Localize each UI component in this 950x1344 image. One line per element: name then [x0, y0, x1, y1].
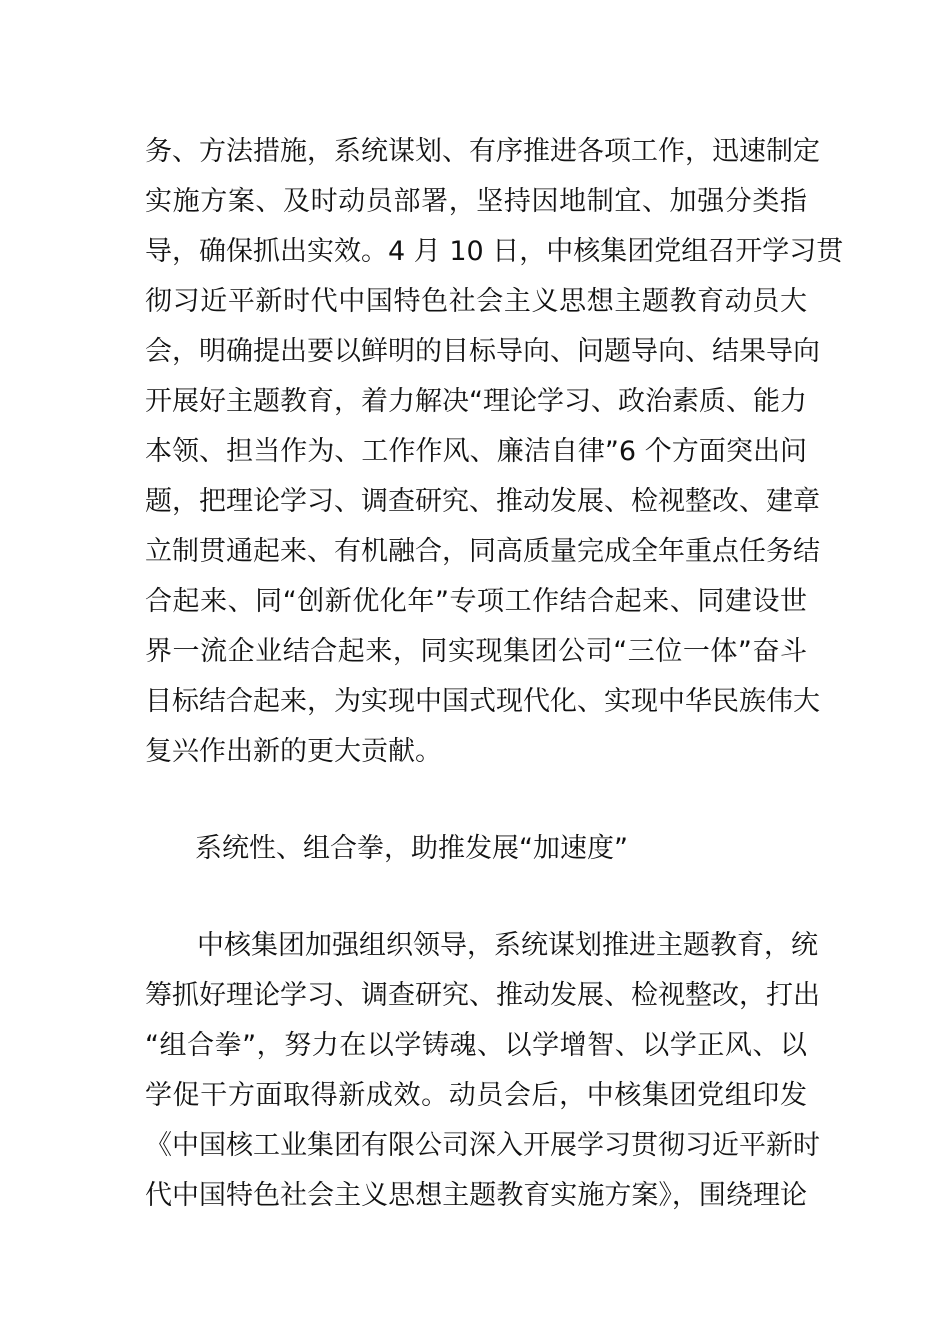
paragraph-line: 代中国特色社会主义思想主题教育实施方案》，围绕理论: [145, 1180, 807, 1211]
paragraph-line: 导，确保抓出实效。4 月 10 日，中核集团党组召开学习贯: [145, 236, 844, 267]
paragraph-line: 目标结合起来，为实现中国式现代化、实现中华民族伟大: [145, 686, 820, 717]
section-heading: 系统性、组合拳，助推发展“加速度”: [195, 833, 628, 864]
paragraph-line: 复兴作出新的更大贡献。: [145, 736, 442, 767]
paragraph-line: 学促干方面取得新成效。动员会后，中核集团党组印发: [145, 1080, 807, 1111]
paragraph-line: 彻习近平新时代中国特色社会主义思想主题教育动员大: [145, 286, 807, 317]
paragraph-line: 界一流企业结合起来，同实现集团公司“三位一体”奋斗: [145, 636, 807, 667]
paragraph-line: 实施方案、及时动员部署，坚持因地制宜、加强分类指: [145, 186, 807, 217]
paragraph-line: 《中国核工业集团有限公司深入开展学习贯彻习近平新时: [145, 1130, 820, 1161]
paragraph-line: 筹抓好理论学习、调查研究、推动发展、检视整改，打出: [145, 980, 820, 1011]
paragraph-line: 题，把理论学习、调查研究、推动发展、检视整改、建章: [145, 486, 820, 517]
paragraph-line: 会，明确提出要以鲜明的目标导向、问题导向、结果导向: [145, 336, 820, 367]
paragraph-line: 立制贯通起来、有机融合，同高质量完成全年重点任务结: [145, 536, 820, 567]
paragraph-line: 开展好主题教育，着力解决“理论学习、政治素质、能力: [145, 386, 807, 417]
paragraph-line: 务、方法措施，系统谋划、有序推进各项工作，迅速制定: [145, 136, 820, 167]
paragraph-line: “组合拳”，努力在以学铸魂、以学增智、以学正风、以: [145, 1030, 807, 1061]
paragraph-line: 合起来、同“创新优化年”专项工作结合起来、同建设世: [145, 586, 807, 617]
paragraph-line: 本领、担当作为、工作作风、廉洁自律”6 个方面突出问: [145, 436, 807, 467]
paragraph-line: 中核集团加强组织领导，系统谋划推进主题教育，统: [197, 930, 818, 961]
